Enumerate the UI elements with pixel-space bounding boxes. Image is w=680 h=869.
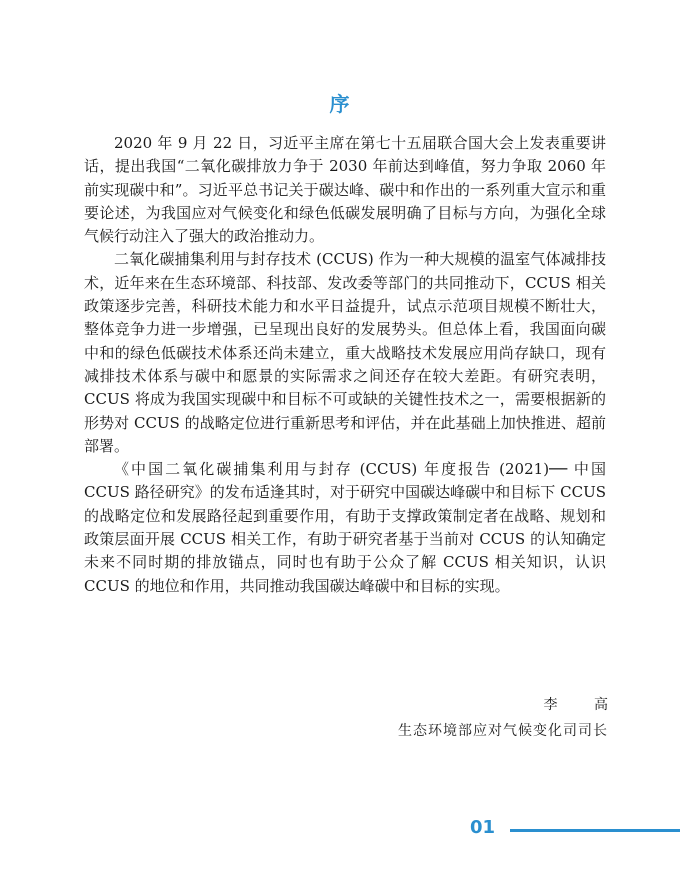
page-title: 序	[329, 92, 351, 116]
paragraph: 《中国二氧化碳捕集利用与封存 (CCUS) 年度报告 (2021)── 中国 CCUS 路径研究》的发布适逢其时，对于研究中国碳达峰碳中和目标下 CCUS 的战略定位和发展路径起到重要作用，有助于支撑政策制定者在战略、规划和政策层面开展 CCUS 相关工作，有助于研究者基于当前对 CCUS 的认知确定未来不同时期的排放锚点，同时也有助于公众了解 CCUS 相关知识，认识 CCUS 的地位和作用，共同推动我国碳达峰碳中和目标的实现。	[84, 460, 606, 595]
page-number: 01	[470, 817, 496, 838]
signature-name: 李 高	[543, 697, 624, 713]
paragraph: 2020 年 9 月 22 日，习近平主席在第七十五届联合国大会上发表重要讲话，提出我国“二氧化碳排放力争于 2030 年前达到峰值，努力争取 2060 年前实现碳中和”。习近平总书记关于碳达峰、碳中和作出的一系列重大宣示和重要论述，为我国应对气候变化和绿色低碳发展明确了目标与方向，为强化全球气候行动注入了强大的政治推动力。	[84, 134, 606, 246]
signature-title: 生态环境部应对气候变化司司长	[398, 723, 608, 739]
footer-divider	[510, 829, 680, 832]
paragraph: 二氧化碳捕集利用与封存技术 (CCUS) 作为一种大规模的温室气体减排技术，近年来在生态环境部、科技部、发改委等部门的共同推动下，CCUS 相关政策逐步完善，科研技术能力和水平日益提升，试点示范项目规模不断壮大，整体竞争力进一步增强，已呈现出良好的发展势头。但总体上看，我国面向碳中和的绿色低碳技术体系还尚未建立，重大战略技术发展应用尚存缺口，现有减排技术体系与碳中和愿景的实际需求之间还存在较大差距。有研究表明，CCUS 将成为我国实现碳中和目标不可或缺的关键性技术之一，需要根据新的形势对 CCUS 的战略定位进行重新思考和评估，并在此基础上加快推进、超前部署。	[84, 250, 606, 455]
preface-body	[84, 132, 606, 598]
